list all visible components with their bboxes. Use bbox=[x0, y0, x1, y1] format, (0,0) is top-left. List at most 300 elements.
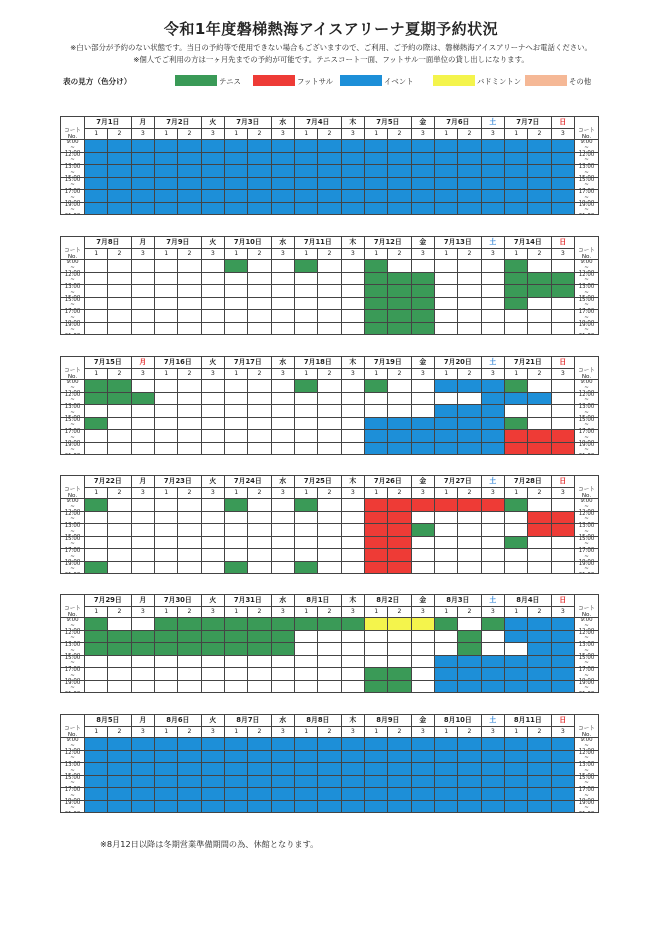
reservation-slot[interactable] bbox=[225, 273, 248, 286]
reservation-slot[interactable] bbox=[248, 643, 271, 656]
reservation-slot[interactable] bbox=[318, 668, 341, 681]
reservation-slot[interactable] bbox=[155, 562, 178, 575]
reservation-slot[interactable] bbox=[412, 776, 435, 789]
reservation-slot[interactable] bbox=[482, 668, 505, 681]
reservation-slot[interactable] bbox=[85, 499, 108, 512]
reservation-slot[interactable] bbox=[272, 285, 295, 298]
reservation-slot[interactable] bbox=[85, 153, 108, 166]
reservation-slot[interactable] bbox=[505, 738, 528, 751]
reservation-slot[interactable] bbox=[178, 273, 201, 286]
reservation-slot[interactable] bbox=[132, 549, 155, 562]
reservation-slot[interactable] bbox=[458, 751, 481, 764]
reservation-slot[interactable] bbox=[108, 443, 131, 456]
reservation-slot[interactable] bbox=[318, 776, 341, 789]
reservation-slot[interactable] bbox=[132, 190, 155, 203]
reservation-slot[interactable] bbox=[248, 393, 271, 406]
reservation-slot[interactable] bbox=[295, 631, 318, 644]
reservation-slot[interactable] bbox=[482, 273, 505, 286]
reservation-slot[interactable] bbox=[108, 405, 131, 418]
reservation-slot[interactable] bbox=[388, 260, 411, 273]
reservation-slot[interactable] bbox=[132, 668, 155, 681]
reservation-slot[interactable] bbox=[342, 203, 365, 216]
reservation-slot[interactable] bbox=[318, 549, 341, 562]
reservation-slot[interactable] bbox=[318, 751, 341, 764]
reservation-slot[interactable] bbox=[295, 380, 318, 393]
reservation-slot[interactable] bbox=[412, 310, 435, 323]
reservation-slot[interactable] bbox=[85, 549, 108, 562]
reservation-slot[interactable] bbox=[318, 681, 341, 694]
reservation-slot[interactable] bbox=[178, 562, 201, 575]
reservation-slot[interactable] bbox=[482, 801, 505, 814]
reservation-slot[interactable] bbox=[412, 499, 435, 512]
reservation-slot[interactable] bbox=[365, 643, 388, 656]
reservation-slot[interactable] bbox=[435, 776, 458, 789]
reservation-slot[interactable] bbox=[365, 430, 388, 443]
reservation-slot[interactable] bbox=[248, 788, 271, 801]
reservation-slot[interactable] bbox=[342, 549, 365, 562]
reservation-slot[interactable] bbox=[202, 537, 225, 550]
reservation-slot[interactable] bbox=[435, 643, 458, 656]
reservation-slot[interactable] bbox=[272, 751, 295, 764]
reservation-slot[interactable] bbox=[178, 751, 201, 764]
reservation-slot[interactable] bbox=[388, 788, 411, 801]
reservation-slot[interactable] bbox=[318, 203, 341, 216]
reservation-slot[interactable] bbox=[552, 153, 575, 166]
reservation-slot[interactable] bbox=[342, 430, 365, 443]
reservation-slot[interactable] bbox=[272, 273, 295, 286]
reservation-slot[interactable] bbox=[155, 788, 178, 801]
reservation-slot[interactable] bbox=[225, 776, 248, 789]
reservation-slot[interactable] bbox=[85, 681, 108, 694]
reservation-slot[interactable] bbox=[365, 549, 388, 562]
reservation-slot[interactable] bbox=[178, 512, 201, 525]
reservation-slot[interactable] bbox=[365, 524, 388, 537]
reservation-slot[interactable] bbox=[435, 310, 458, 323]
reservation-slot[interactable] bbox=[342, 751, 365, 764]
reservation-slot[interactable] bbox=[482, 738, 505, 751]
reservation-slot[interactable] bbox=[528, 643, 551, 656]
reservation-slot[interactable] bbox=[435, 430, 458, 443]
reservation-slot[interactable] bbox=[528, 738, 551, 751]
reservation-slot[interactable] bbox=[132, 260, 155, 273]
reservation-slot[interactable] bbox=[85, 140, 108, 153]
reservation-slot[interactable] bbox=[435, 298, 458, 311]
reservation-slot[interactable] bbox=[482, 776, 505, 789]
reservation-slot[interactable] bbox=[225, 562, 248, 575]
reservation-slot[interactable] bbox=[155, 140, 178, 153]
reservation-slot[interactable] bbox=[552, 203, 575, 216]
reservation-slot[interactable] bbox=[272, 668, 295, 681]
reservation-slot[interactable] bbox=[528, 203, 551, 216]
reservation-slot[interactable] bbox=[552, 140, 575, 153]
reservation-slot[interactable] bbox=[85, 524, 108, 537]
reservation-slot[interactable] bbox=[482, 512, 505, 525]
reservation-slot[interactable] bbox=[318, 405, 341, 418]
reservation-slot[interactable] bbox=[248, 549, 271, 562]
reservation-slot[interactable] bbox=[388, 776, 411, 789]
reservation-slot[interactable] bbox=[528, 380, 551, 393]
reservation-slot[interactable] bbox=[178, 285, 201, 298]
reservation-slot[interactable] bbox=[435, 405, 458, 418]
reservation-slot[interactable] bbox=[132, 562, 155, 575]
reservation-slot[interactable] bbox=[85, 788, 108, 801]
reservation-slot[interactable] bbox=[528, 751, 551, 764]
reservation-slot[interactable] bbox=[412, 203, 435, 216]
reservation-slot[interactable] bbox=[108, 562, 131, 575]
reservation-slot[interactable] bbox=[272, 430, 295, 443]
reservation-slot[interactable] bbox=[552, 524, 575, 537]
reservation-slot[interactable] bbox=[482, 380, 505, 393]
reservation-slot[interactable] bbox=[528, 323, 551, 336]
reservation-slot[interactable] bbox=[505, 562, 528, 575]
reservation-slot[interactable] bbox=[295, 788, 318, 801]
reservation-slot[interactable] bbox=[505, 751, 528, 764]
reservation-slot[interactable] bbox=[178, 801, 201, 814]
reservation-slot[interactable] bbox=[552, 512, 575, 525]
reservation-slot[interactable] bbox=[505, 681, 528, 694]
reservation-slot[interactable] bbox=[85, 178, 108, 191]
reservation-slot[interactable] bbox=[295, 776, 318, 789]
reservation-slot[interactable] bbox=[178, 643, 201, 656]
reservation-slot[interactable] bbox=[365, 443, 388, 456]
reservation-slot[interactable] bbox=[225, 499, 248, 512]
reservation-slot[interactable] bbox=[202, 643, 225, 656]
reservation-slot[interactable] bbox=[248, 430, 271, 443]
reservation-slot[interactable] bbox=[412, 380, 435, 393]
reservation-slot[interactable] bbox=[505, 537, 528, 550]
reservation-slot[interactable] bbox=[388, 430, 411, 443]
reservation-slot[interactable] bbox=[85, 512, 108, 525]
reservation-slot[interactable] bbox=[225, 549, 248, 562]
reservation-slot[interactable] bbox=[528, 165, 551, 178]
reservation-slot[interactable] bbox=[528, 801, 551, 814]
reservation-slot[interactable] bbox=[248, 537, 271, 550]
reservation-slot[interactable] bbox=[108, 140, 131, 153]
reservation-slot[interactable] bbox=[318, 499, 341, 512]
reservation-slot[interactable] bbox=[108, 430, 131, 443]
reservation-slot[interactable] bbox=[272, 310, 295, 323]
reservation-slot[interactable] bbox=[505, 512, 528, 525]
reservation-slot[interactable] bbox=[388, 443, 411, 456]
reservation-slot[interactable] bbox=[178, 631, 201, 644]
reservation-slot[interactable] bbox=[458, 153, 481, 166]
reservation-slot[interactable] bbox=[178, 499, 201, 512]
reservation-slot[interactable] bbox=[202, 763, 225, 776]
reservation-slot[interactable] bbox=[132, 393, 155, 406]
reservation-slot[interactable] bbox=[412, 285, 435, 298]
reservation-slot[interactable] bbox=[272, 656, 295, 669]
reservation-slot[interactable] bbox=[342, 656, 365, 669]
reservation-slot[interactable] bbox=[528, 788, 551, 801]
reservation-slot[interactable] bbox=[178, 524, 201, 537]
reservation-slot[interactable] bbox=[155, 418, 178, 431]
reservation-slot[interactable] bbox=[342, 738, 365, 751]
reservation-slot[interactable] bbox=[202, 681, 225, 694]
reservation-slot[interactable] bbox=[435, 681, 458, 694]
reservation-slot[interactable] bbox=[552, 776, 575, 789]
reservation-slot[interactable] bbox=[272, 801, 295, 814]
reservation-slot[interactable] bbox=[178, 298, 201, 311]
reservation-slot[interactable] bbox=[178, 405, 201, 418]
reservation-slot[interactable] bbox=[85, 380, 108, 393]
reservation-slot[interactable] bbox=[108, 260, 131, 273]
reservation-slot[interactable] bbox=[108, 418, 131, 431]
reservation-slot[interactable] bbox=[155, 443, 178, 456]
reservation-slot[interactable] bbox=[318, 562, 341, 575]
reservation-slot[interactable] bbox=[318, 524, 341, 537]
reservation-slot[interactable] bbox=[178, 190, 201, 203]
reservation-slot[interactable] bbox=[248, 140, 271, 153]
reservation-slot[interactable] bbox=[505, 668, 528, 681]
reservation-slot[interactable] bbox=[552, 443, 575, 456]
reservation-slot[interactable] bbox=[155, 738, 178, 751]
reservation-slot[interactable] bbox=[295, 190, 318, 203]
reservation-slot[interactable] bbox=[482, 537, 505, 550]
reservation-slot[interactable] bbox=[178, 153, 201, 166]
reservation-slot[interactable] bbox=[248, 738, 271, 751]
reservation-slot[interactable] bbox=[295, 285, 318, 298]
reservation-slot[interactable] bbox=[225, 153, 248, 166]
reservation-slot[interactable] bbox=[202, 801, 225, 814]
reservation-slot[interactable] bbox=[388, 393, 411, 406]
reservation-slot[interactable] bbox=[178, 788, 201, 801]
reservation-slot[interactable] bbox=[272, 323, 295, 336]
reservation-slot[interactable] bbox=[412, 562, 435, 575]
reservation-slot[interactable] bbox=[178, 178, 201, 191]
reservation-slot[interactable] bbox=[528, 298, 551, 311]
reservation-slot[interactable] bbox=[388, 380, 411, 393]
reservation-slot[interactable] bbox=[132, 751, 155, 764]
reservation-slot[interactable] bbox=[132, 418, 155, 431]
reservation-slot[interactable] bbox=[318, 310, 341, 323]
reservation-slot[interactable] bbox=[412, 165, 435, 178]
reservation-slot[interactable] bbox=[458, 643, 481, 656]
reservation-slot[interactable] bbox=[85, 562, 108, 575]
reservation-slot[interactable] bbox=[155, 763, 178, 776]
reservation-slot[interactable] bbox=[435, 512, 458, 525]
reservation-slot[interactable] bbox=[155, 524, 178, 537]
reservation-slot[interactable] bbox=[528, 631, 551, 644]
reservation-slot[interactable] bbox=[482, 430, 505, 443]
reservation-slot[interactable] bbox=[318, 512, 341, 525]
reservation-slot[interactable] bbox=[202, 405, 225, 418]
reservation-slot[interactable] bbox=[528, 776, 551, 789]
reservation-slot[interactable] bbox=[388, 668, 411, 681]
reservation-slot[interactable] bbox=[155, 430, 178, 443]
reservation-slot[interactable] bbox=[528, 499, 551, 512]
reservation-slot[interactable] bbox=[248, 763, 271, 776]
reservation-slot[interactable] bbox=[388, 273, 411, 286]
reservation-slot[interactable] bbox=[505, 656, 528, 669]
reservation-slot[interactable] bbox=[202, 751, 225, 764]
reservation-slot[interactable] bbox=[202, 776, 225, 789]
reservation-slot[interactable] bbox=[552, 643, 575, 656]
reservation-slot[interactable] bbox=[225, 323, 248, 336]
reservation-slot[interactable] bbox=[342, 153, 365, 166]
reservation-slot[interactable] bbox=[458, 430, 481, 443]
reservation-slot[interactable] bbox=[202, 430, 225, 443]
reservation-slot[interactable] bbox=[412, 631, 435, 644]
reservation-slot[interactable] bbox=[318, 285, 341, 298]
reservation-slot[interactable] bbox=[365, 788, 388, 801]
reservation-slot[interactable] bbox=[85, 203, 108, 216]
reservation-slot[interactable] bbox=[248, 618, 271, 631]
reservation-slot[interactable] bbox=[365, 140, 388, 153]
reservation-slot[interactable] bbox=[412, 537, 435, 550]
reservation-slot[interactable] bbox=[248, 298, 271, 311]
reservation-slot[interactable] bbox=[505, 323, 528, 336]
reservation-slot[interactable] bbox=[388, 178, 411, 191]
reservation-slot[interactable] bbox=[108, 643, 131, 656]
reservation-slot[interactable] bbox=[178, 776, 201, 789]
reservation-slot[interactable] bbox=[505, 763, 528, 776]
reservation-slot[interactable] bbox=[85, 801, 108, 814]
reservation-slot[interactable] bbox=[272, 524, 295, 537]
reservation-slot[interactable] bbox=[482, 681, 505, 694]
reservation-slot[interactable] bbox=[85, 537, 108, 550]
reservation-slot[interactable] bbox=[155, 178, 178, 191]
reservation-slot[interactable] bbox=[342, 776, 365, 789]
reservation-slot[interactable] bbox=[388, 549, 411, 562]
reservation-slot[interactable] bbox=[155, 405, 178, 418]
reservation-slot[interactable] bbox=[458, 285, 481, 298]
reservation-slot[interactable] bbox=[225, 751, 248, 764]
reservation-slot[interactable] bbox=[435, 178, 458, 191]
reservation-slot[interactable] bbox=[482, 203, 505, 216]
reservation-slot[interactable] bbox=[482, 405, 505, 418]
reservation-slot[interactable] bbox=[342, 631, 365, 644]
reservation-slot[interactable] bbox=[248, 668, 271, 681]
reservation-slot[interactable] bbox=[505, 631, 528, 644]
reservation-slot[interactable] bbox=[202, 273, 225, 286]
reservation-slot[interactable] bbox=[458, 323, 481, 336]
reservation-slot[interactable] bbox=[482, 751, 505, 764]
reservation-slot[interactable] bbox=[365, 393, 388, 406]
reservation-slot[interactable] bbox=[132, 801, 155, 814]
reservation-slot[interactable] bbox=[482, 165, 505, 178]
reservation-slot[interactable] bbox=[272, 178, 295, 191]
reservation-slot[interactable] bbox=[318, 537, 341, 550]
reservation-slot[interactable] bbox=[412, 618, 435, 631]
reservation-slot[interactable] bbox=[528, 524, 551, 537]
reservation-slot[interactable] bbox=[505, 140, 528, 153]
reservation-slot[interactable] bbox=[365, 562, 388, 575]
reservation-slot[interactable] bbox=[552, 562, 575, 575]
reservation-slot[interactable] bbox=[482, 178, 505, 191]
reservation-slot[interactable] bbox=[295, 499, 318, 512]
reservation-slot[interactable] bbox=[505, 178, 528, 191]
reservation-slot[interactable] bbox=[155, 776, 178, 789]
reservation-slot[interactable] bbox=[482, 549, 505, 562]
reservation-slot[interactable] bbox=[458, 631, 481, 644]
reservation-slot[interactable] bbox=[482, 499, 505, 512]
reservation-slot[interactable] bbox=[272, 443, 295, 456]
reservation-slot[interactable] bbox=[295, 549, 318, 562]
reservation-slot[interactable] bbox=[482, 418, 505, 431]
reservation-slot[interactable] bbox=[552, 178, 575, 191]
reservation-slot[interactable] bbox=[505, 285, 528, 298]
reservation-slot[interactable] bbox=[272, 165, 295, 178]
reservation-slot[interactable] bbox=[435, 443, 458, 456]
reservation-slot[interactable] bbox=[108, 178, 131, 191]
reservation-slot[interactable] bbox=[178, 430, 201, 443]
reservation-slot[interactable] bbox=[108, 273, 131, 286]
reservation-slot[interactable] bbox=[85, 751, 108, 764]
reservation-slot[interactable] bbox=[132, 618, 155, 631]
reservation-slot[interactable] bbox=[155, 751, 178, 764]
reservation-slot[interactable] bbox=[552, 260, 575, 273]
reservation-slot[interactable] bbox=[272, 203, 295, 216]
reservation-slot[interactable] bbox=[318, 393, 341, 406]
reservation-slot[interactable] bbox=[225, 298, 248, 311]
reservation-slot[interactable] bbox=[248, 681, 271, 694]
reservation-slot[interactable] bbox=[458, 776, 481, 789]
reservation-slot[interactable] bbox=[225, 443, 248, 456]
reservation-slot[interactable] bbox=[248, 153, 271, 166]
reservation-slot[interactable] bbox=[108, 323, 131, 336]
reservation-slot[interactable] bbox=[318, 190, 341, 203]
reservation-slot[interactable] bbox=[435, 140, 458, 153]
reservation-slot[interactable] bbox=[272, 681, 295, 694]
reservation-slot[interactable] bbox=[528, 285, 551, 298]
reservation-slot[interactable] bbox=[458, 418, 481, 431]
reservation-slot[interactable] bbox=[202, 738, 225, 751]
reservation-slot[interactable] bbox=[85, 631, 108, 644]
reservation-slot[interactable] bbox=[342, 178, 365, 191]
reservation-slot[interactable] bbox=[505, 153, 528, 166]
reservation-slot[interactable] bbox=[435, 285, 458, 298]
reservation-slot[interactable] bbox=[388, 763, 411, 776]
reservation-slot[interactable] bbox=[482, 763, 505, 776]
reservation-slot[interactable] bbox=[132, 310, 155, 323]
reservation-slot[interactable] bbox=[552, 537, 575, 550]
reservation-slot[interactable] bbox=[528, 443, 551, 456]
reservation-slot[interactable] bbox=[108, 668, 131, 681]
reservation-slot[interactable] bbox=[272, 631, 295, 644]
reservation-slot[interactable] bbox=[365, 681, 388, 694]
reservation-slot[interactable] bbox=[528, 140, 551, 153]
reservation-slot[interactable] bbox=[178, 310, 201, 323]
reservation-slot[interactable] bbox=[412, 763, 435, 776]
reservation-slot[interactable] bbox=[552, 298, 575, 311]
reservation-slot[interactable] bbox=[155, 273, 178, 286]
reservation-slot[interactable] bbox=[295, 656, 318, 669]
reservation-slot[interactable] bbox=[248, 165, 271, 178]
reservation-slot[interactable] bbox=[225, 418, 248, 431]
reservation-slot[interactable] bbox=[85, 405, 108, 418]
reservation-slot[interactable] bbox=[458, 443, 481, 456]
reservation-slot[interactable] bbox=[225, 430, 248, 443]
reservation-slot[interactable] bbox=[365, 668, 388, 681]
reservation-slot[interactable] bbox=[505, 203, 528, 216]
reservation-slot[interactable] bbox=[295, 430, 318, 443]
reservation-slot[interactable] bbox=[528, 260, 551, 273]
reservation-slot[interactable] bbox=[552, 801, 575, 814]
reservation-slot[interactable] bbox=[248, 380, 271, 393]
reservation-slot[interactable] bbox=[295, 298, 318, 311]
reservation-slot[interactable] bbox=[552, 681, 575, 694]
reservation-slot[interactable] bbox=[412, 323, 435, 336]
reservation-slot[interactable] bbox=[458, 499, 481, 512]
reservation-slot[interactable] bbox=[155, 393, 178, 406]
reservation-slot[interactable] bbox=[85, 190, 108, 203]
reservation-slot[interactable] bbox=[528, 418, 551, 431]
reservation-slot[interactable] bbox=[132, 380, 155, 393]
reservation-slot[interactable] bbox=[248, 562, 271, 575]
reservation-slot[interactable] bbox=[132, 285, 155, 298]
reservation-slot[interactable] bbox=[342, 643, 365, 656]
reservation-slot[interactable] bbox=[412, 549, 435, 562]
